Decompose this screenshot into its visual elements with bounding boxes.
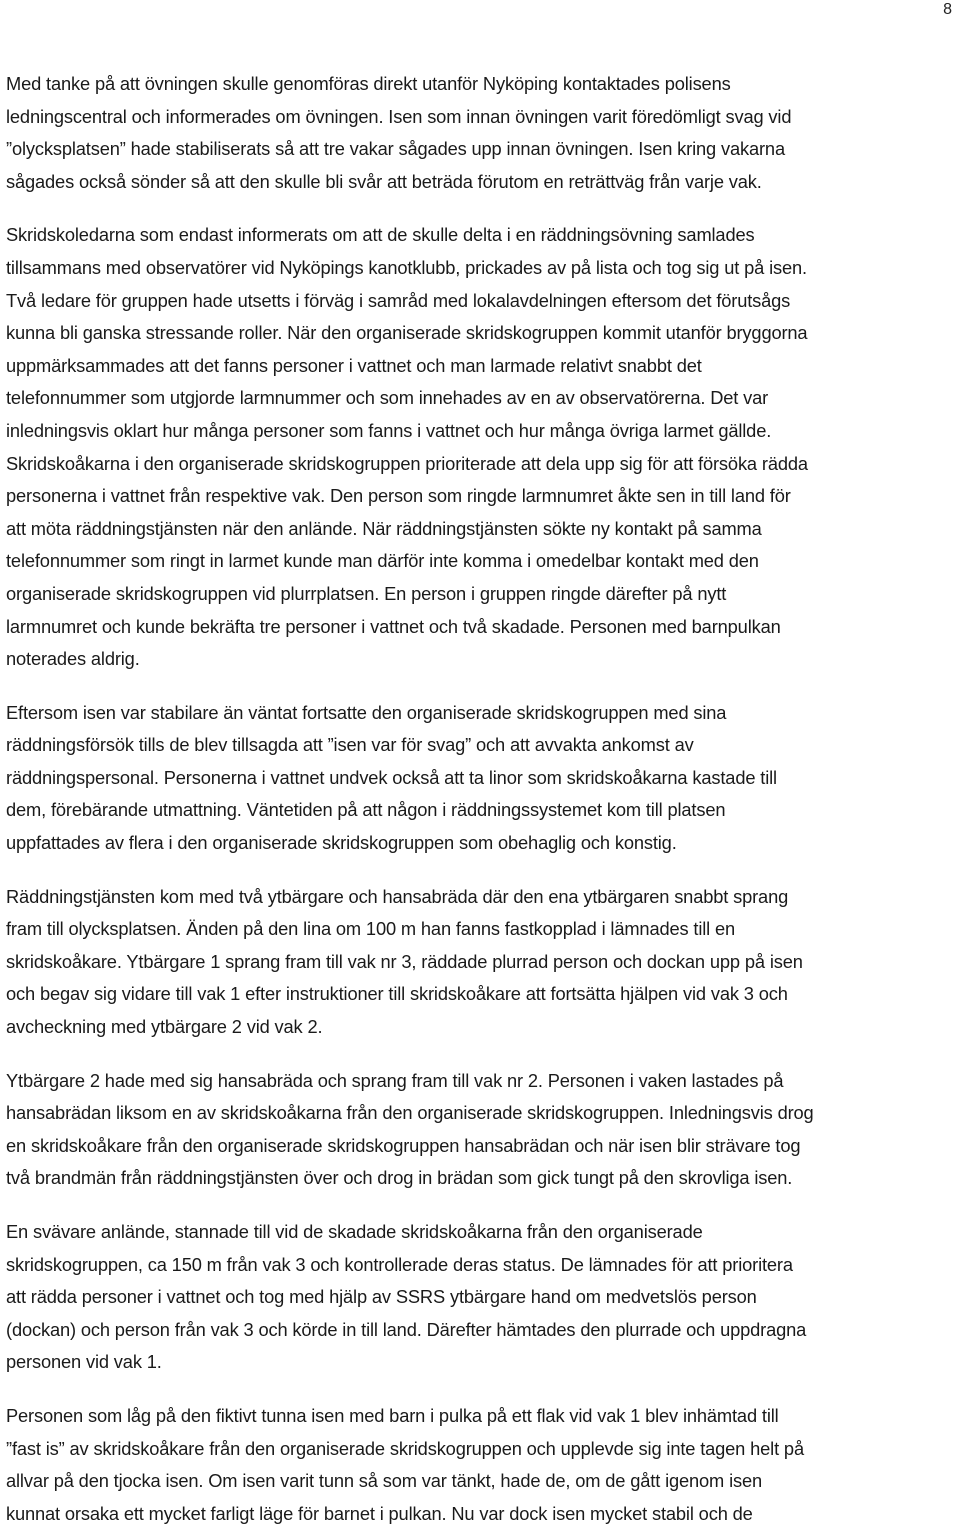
paragraph-3 <box>6 697 958 860</box>
text-line: allvar på den tjocka isen. Om isen varit tunn så som var tänkt, hade de, om de gått igenom isen <box>6 1470 762 1492</box>
text-line: skridskoåkare. Ytbärgare 1 sprang fram till vak nr 3, räddade plurrad person och dockan upp på isen <box>6 950 803 972</box>
page-number: 8 <box>943 1 952 18</box>
text-line: en skridskoåkare från den organiserade skridskogruppen hansabrädan och när isen blir strävare tog <box>6 1134 801 1156</box>
paragraph-6 <box>6 1216 958 1379</box>
paragraph-2 <box>6 219 958 675</box>
text-line: Ytbärgare 2 hade med sig hansabräda och sprang fram till vak nr 2. Personen i vaken lastades på <box>6 1069 784 1091</box>
text-line: att möta räddningstjänsten när den anlände. När räddningstjänsten sökte ny kontakt på samma <box>6 517 762 539</box>
text-line: att rädda personer i vattnet och tog med hjälp av SSRS ytbärgare hand om medvetslös person <box>6 1286 757 1308</box>
text-line: inledningsvis oklart hur många personer som fanns i vattnet och hur många övriga larmet gällde. <box>6 419 772 441</box>
text-line: ledningscentral och informerades om övningen. Isen som innan övningen varit föredömligt svag vid <box>6 105 792 127</box>
text-line: Eftersom isen var stabilare än väntat fortsatte den organiserade skridskogruppen med sina <box>6 701 727 723</box>
text-line: tillsammans med observatörer vid Nyköpings kanotklubb, prickades av på lista och tog sig ut på isen. <box>6 256 807 278</box>
text-line: hansabrädan liksom en av skridskoåkarna från den organiserade skridskogruppen. Inledningsvis drog <box>6 1102 814 1124</box>
document-body <box>6 68 958 1530</box>
text-line: uppmärksammades att det fanns personer i vattnet och man larmade relativt snabbt det <box>6 354 702 376</box>
text-line: (dockan) och person från vak 3 och körde in till land. Därefter hämtades den plurrade och uppdragna <box>6 1318 807 1340</box>
text-line: Med tanke på att övningen skulle genomföras direkt utanför Nyköping kontaktades polisens <box>6 73 731 94</box>
paragraph-1 <box>6 68 958 198</box>
text-line: larmnumret och kunde bekräfta tre personer i vattnet och två skadade. Personen med barnpulkan <box>6 615 781 637</box>
text-line: skridskogruppen, ca 150 m från vak 3 och kontrollerade deras status. De lämnades för att prioritera <box>6 1253 793 1275</box>
text-line: kunnat orsaka ett mycket farligt läge för barnet i pulkan. Nu var dock isen mycket stabil och de <box>6 1502 753 1524</box>
text-line: räddningsförsök tills de blev tillsagda att ”isen var för svag” och att avvakta ankomst av <box>6 734 694 756</box>
text-line: räddningspersonal. Personerna i vattnet undvek också att ta linor som skridskoåkarna kastade till <box>6 766 777 788</box>
text-line: fram till olycksplatsen. Änden på den lina om 100 m han fanns fastkopplad i lämnades till en <box>6 918 736 940</box>
text-line: personen vid vak 1. <box>6 1351 162 1373</box>
text-line: telefonnummer som utgjorde larmnummer och som innehades av en av observatörerna. Det var <box>6 387 769 409</box>
text-line: telefonnummer som ringt in larmet kunde man därför inte komma i omedelbar kontakt med den <box>6 550 759 572</box>
text-line: två brandmän från räddningstjänsten över och drog in brädan som gick tungt på den skrovliga isen. <box>6 1167 793 1189</box>
text-line: Skridskoåkarna i den organiserade skridskogruppen prioriterade att dela upp sig för att försöka rädda <box>6 452 808 474</box>
text-line: avcheckning med ytbärgare 2 vid vak 2. <box>6 1016 323 1038</box>
text-line: organiserade skridskogruppen vid plurrplatsen. En person i gruppen ringde därefter på nytt <box>6 582 727 604</box>
text-line: Två ledare för gruppen hade utsetts i förväg i samråd med lokalavdelningen eftersom det förutsågs <box>6 289 791 311</box>
text-line: Skridskoledarna som endast informerats om att de skulle delta i en räddningsövning samlades <box>6 224 755 246</box>
paragraph-7 <box>6 1400 958 1530</box>
text-line: personerna i vattnet från respektive vak. Den person som ringde larmnumret åkte sen in till land för <box>6 485 791 507</box>
text-line: dem, förebärande utmattning. Väntetiden på att någon i räddningssystemet kom till platsen <box>6 799 726 821</box>
text-line: Personen som låg på den fiktivt tunna isen med barn i pulka på ett flak vid vak 1 blev inhämtad till <box>6 1404 779 1426</box>
paragraph-5 <box>6 1065 958 1195</box>
text-line: sågades också sönder så att den skulle bli svår att beträda förutom en reträttväg från varje vak. <box>6 170 762 192</box>
text-line: ”fast is” av skridskoåkare från den organiserade skridskogruppen och upplevde sig inte tagen helt på <box>6 1437 804 1459</box>
text-line: och begav sig vidare till vak 1 efter instruktioner till skridskoåkare att fortsätta hjälpen vid vak 3 och <box>6 983 788 1005</box>
text-line: ”olycksplatsen” hade stabiliserats så att tre vakar sågades upp innan övningen. Isen kring vakarna <box>6 138 785 160</box>
text-line: noterades aldrig. <box>6 648 140 670</box>
paragraph-4 <box>6 881 958 1044</box>
text-line: kunna bli ganska stressande roller. När den organiserade skridskogruppen kommit utanför bryggorna <box>6 322 808 344</box>
text-line: Räddningstjänsten kom med två ytbärgare och hansabräda där den ena ytbärgaren snabbt sprang <box>6 885 789 907</box>
text-line: uppfattades av flera i den organiserade skridskogruppen som obehaglig och konstig. <box>6 832 677 854</box>
text-line: En svävare anlände, stannade till vid de skadade skridskoåkarna från den organiserade <box>6 1221 703 1242</box>
